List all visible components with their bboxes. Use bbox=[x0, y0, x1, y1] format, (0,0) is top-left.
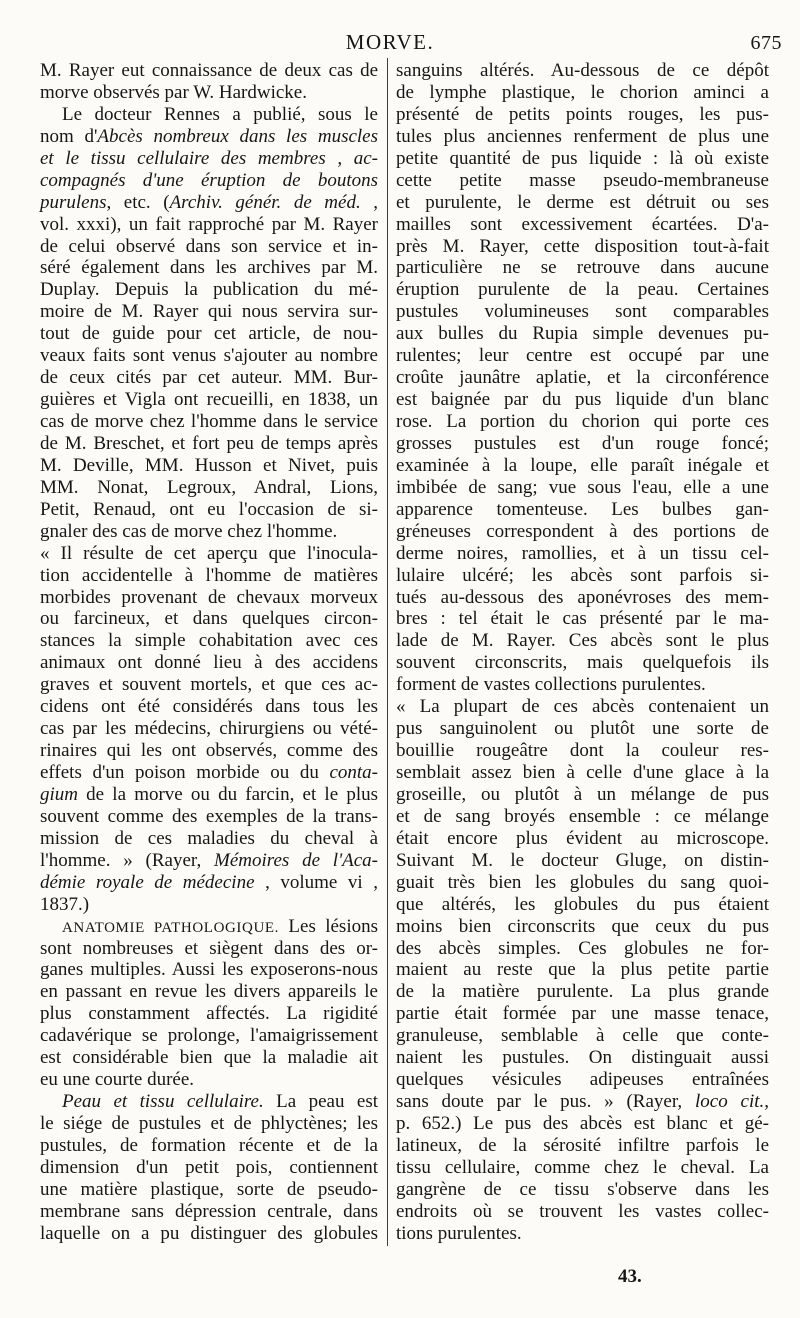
text-line bbox=[396, 1157, 769, 1179]
left-column bbox=[40, 60, 378, 1245]
text-line bbox=[40, 1047, 378, 1069]
text-segment: ganes multiples. Aussi les exposerons-nous bbox=[40, 959, 378, 981]
text-line bbox=[396, 236, 769, 258]
text-segment: particulière ne se retrouve dans aucune bbox=[396, 257, 769, 279]
text-line bbox=[40, 630, 378, 652]
text-line bbox=[40, 981, 378, 1003]
text-line bbox=[40, 938, 378, 960]
text-line bbox=[40, 477, 378, 499]
text-line bbox=[40, 82, 378, 104]
text-segment: moire de M. Rayer qui nous servira sur- bbox=[40, 301, 378, 323]
text-line bbox=[396, 323, 769, 345]
text-segment: moins bien circonscrits que ceux du pus bbox=[396, 915, 769, 937]
text-segment: semblait assez bien à celle d'une glace à la bbox=[396, 762, 769, 783]
text-segment: de ceux cités par cet auteur. MM. Bur- bbox=[40, 367, 378, 389]
text-segment: souvent comme des exemples de la trans- bbox=[40, 805, 378, 827]
text-segment: veaux faits sont venus s'ajouter au nombre bbox=[40, 345, 378, 367]
text-segment: latineux, de la sérosité infiltre parfois le bbox=[396, 1134, 769, 1156]
text-segment: Les lésions bbox=[279, 915, 378, 937]
text-segment: effets d'un poison morbide ou du bbox=[40, 762, 330, 783]
text-line bbox=[396, 1069, 769, 1091]
text-line bbox=[40, 433, 378, 455]
text-segment: présenté de petits points rouges, les pus- bbox=[396, 103, 769, 125]
text-segment: rose. La portion du chorion qui porte ces bbox=[396, 411, 769, 432]
text-segment: bres : tel était le cas présenté par le ma- bbox=[396, 608, 769, 630]
text-segment: M. Deville, MM. Husson et Nivet, puis bbox=[40, 454, 378, 476]
text-segment: de la matière purulente. La plus grande bbox=[396, 981, 769, 1003]
text-segment: morbides provenant de chevaux morveux bbox=[40, 586, 378, 608]
text-segment: est considérable bien que la maladie ait bbox=[40, 1047, 378, 1069]
text-segment: croûte jaunâtre aplatie, et la circonférence bbox=[396, 367, 769, 389]
text-segment: que altérés, les globules du pus étaient bbox=[396, 893, 769, 915]
text-segment: , volume vi , bbox=[254, 871, 378, 893]
text-line bbox=[40, 1135, 378, 1157]
text-segment: cette petite masse pseudo-membraneuse bbox=[396, 169, 769, 191]
text-line bbox=[396, 938, 769, 960]
text-segment: et de sang broyés ensemble : ce mélange bbox=[396, 805, 769, 827]
text-line bbox=[396, 718, 769, 740]
text-segment: morve observés par W. Hardwicke. bbox=[40, 81, 307, 103]
text-line bbox=[396, 652, 769, 674]
text-line bbox=[40, 718, 378, 740]
italic-text: Peau et tissu cellulaire. bbox=[62, 1091, 264, 1113]
text-segment: , etc. ( bbox=[106, 191, 170, 213]
text-line bbox=[396, 806, 769, 828]
text-segment: cas de morve chez l'homme dans le service bbox=[40, 411, 378, 432]
text-line bbox=[396, 499, 769, 521]
text-line bbox=[396, 301, 769, 323]
italic-text: purulens bbox=[40, 191, 107, 213]
text-line bbox=[396, 521, 769, 543]
text-line bbox=[396, 543, 769, 565]
text-line bbox=[396, 740, 769, 762]
text-segment: éruption purulente de la peau. Certaines bbox=[396, 279, 769, 301]
text-segment: de lymphe plastique, le chorion aminci a bbox=[396, 81, 769, 103]
text-line bbox=[40, 1025, 378, 1047]
text-segment: naient les pustules. On distinguait aussi bbox=[396, 1047, 769, 1069]
text-line bbox=[40, 214, 378, 236]
text-line bbox=[40, 1201, 378, 1223]
text-segment: tions purulentes. bbox=[396, 1222, 522, 1244]
text-line bbox=[396, 433, 769, 455]
text-segment: rulentes; leur centre est occupé par une bbox=[396, 345, 769, 367]
italic-text: conta- bbox=[329, 762, 378, 783]
text-line bbox=[40, 126, 378, 148]
right-column bbox=[396, 60, 769, 1245]
text-line bbox=[396, 630, 769, 652]
text-line bbox=[396, 126, 769, 148]
text-segment: gréneuses correspondent à des portions de bbox=[396, 520, 769, 542]
signature-mark: 43. bbox=[618, 1266, 642, 1287]
text-segment: laquelle on a pu distinguer des globules bbox=[40, 1222, 378, 1244]
text-segment: cas par les médecins, chirurgiens ou vété- bbox=[40, 718, 378, 740]
text-line bbox=[396, 389, 769, 411]
text-line bbox=[396, 828, 769, 850]
text-segment: , bbox=[764, 1091, 770, 1113]
italic-text: et le tissu cellulaire des membres , ac- bbox=[40, 147, 378, 169]
text-line bbox=[40, 652, 378, 674]
text-segment: pus sanguinolent ou plutôt une sorte de bbox=[396, 718, 769, 740]
text-line bbox=[40, 1069, 378, 1091]
text-segment: eu une courte durée. bbox=[40, 1069, 195, 1091]
text-line bbox=[396, 1201, 769, 1223]
text-line bbox=[40, 740, 378, 762]
text-line bbox=[40, 345, 378, 367]
text-line bbox=[396, 60, 769, 82]
text-line bbox=[40, 148, 378, 170]
text-line bbox=[40, 301, 378, 323]
text-segment: et purulente, le derme est détruit ou ses bbox=[396, 191, 769, 213]
text-segment: ou farcineux, et dans quelques circon- bbox=[40, 608, 378, 630]
text-line bbox=[396, 872, 769, 894]
text-line bbox=[40, 411, 378, 433]
text-line bbox=[396, 455, 769, 477]
italic-text: démie royale de médecine bbox=[40, 871, 255, 893]
text-segment: est baignée par du pus liquide d'un blanc bbox=[396, 389, 769, 411]
text-segment: de M. Breschet, et fort peu de temps après bbox=[40, 432, 378, 454]
text-segment: plus constamment affectés. La rigidité bbox=[40, 1003, 378, 1025]
text-line bbox=[396, 367, 769, 389]
text-segment: quelques vésicules adipeuses entraînées bbox=[396, 1069, 769, 1091]
page-number: 675 bbox=[750, 32, 782, 54]
text-segment: tion accidentelle à l'homme de matières bbox=[40, 564, 378, 586]
text-segment: , bbox=[360, 191, 378, 213]
text-line bbox=[396, 170, 769, 192]
text-line bbox=[40, 1113, 378, 1135]
text-segment: partie était formée par une masse tenace, bbox=[396, 1003, 769, 1025]
text-line bbox=[396, 674, 769, 696]
text-segment: sans doute par le pus. » (Rayer, bbox=[396, 1091, 695, 1113]
text-line bbox=[396, 1091, 769, 1113]
text-segment: Duplay. Depuis la publication du mé- bbox=[40, 279, 378, 301]
text-segment: cadavérique se prolonge, l'amaigrissement bbox=[40, 1025, 378, 1047]
text-segment: l'homme. » (Rayer, bbox=[40, 849, 214, 871]
text-line bbox=[40, 499, 378, 521]
text-line bbox=[396, 1135, 769, 1157]
text-segment: séré également dans les archives par M. bbox=[40, 257, 378, 279]
text-segment: forment de vastes collections purulentes. bbox=[396, 674, 706, 696]
text-line bbox=[40, 455, 378, 477]
column-divider bbox=[387, 58, 388, 1246]
text-line bbox=[40, 367, 378, 389]
text-segment: tués au-dessous des aponévroses des mem- bbox=[396, 586, 769, 608]
text-line bbox=[40, 279, 378, 301]
text-line bbox=[396, 104, 769, 126]
text-line bbox=[396, 1047, 769, 1069]
text-line bbox=[396, 587, 769, 609]
italic-text: Mémoires de l'Aca- bbox=[214, 849, 378, 871]
text-segment: pustules, de formation récente et de la bbox=[40, 1134, 378, 1156]
text-segment: Petit, Renaud, ont eu l'occasion de si- bbox=[40, 498, 378, 520]
text-line bbox=[40, 192, 378, 214]
text-segment: apparence tomenteuse. Les bulbes gan- bbox=[396, 498, 769, 520]
text-segment: stances la simple cohabitation avec ces bbox=[40, 630, 378, 652]
text-line bbox=[396, 1179, 769, 1201]
text-line bbox=[40, 1091, 378, 1113]
text-segment: petite quantité de pus liquide : là où existe bbox=[396, 147, 769, 169]
text-segment: endroits où se trouvent les vastes collec- bbox=[396, 1200, 769, 1222]
text-segment: guait très bien les globules du sang quoi- bbox=[396, 871, 769, 893]
text-segment: granuleuse, semblable à celle que conte- bbox=[396, 1025, 769, 1047]
text-line bbox=[396, 148, 769, 170]
text-line bbox=[396, 1223, 769, 1245]
text-line bbox=[40, 959, 378, 981]
text-line bbox=[40, 784, 378, 806]
text-line bbox=[40, 1223, 378, 1245]
text-line bbox=[396, 1113, 769, 1135]
text-line bbox=[40, 389, 378, 411]
text-line bbox=[40, 170, 378, 192]
text-segment: sanguins altérés. Au-dessous de ce dépôt bbox=[396, 60, 769, 81]
text-line bbox=[40, 608, 378, 630]
text-line bbox=[396, 850, 769, 872]
text-segment: examinée à la loupe, elle paraît inégale et bbox=[396, 454, 769, 476]
text-segment: le siége de pustules et de phlyctènes; les bbox=[40, 1113, 378, 1134]
text-line bbox=[40, 521, 378, 543]
text-line bbox=[40, 257, 378, 279]
text-segment: de la morve ou du farcin, et le plus bbox=[78, 783, 378, 805]
text-segment: tout de guide pour cet article, de nou- bbox=[40, 323, 378, 345]
text-line bbox=[40, 1179, 378, 1201]
text-line bbox=[40, 850, 378, 872]
text-segment: gnaler des cas de morve chez l'homme. bbox=[40, 520, 338, 542]
text-line bbox=[396, 192, 769, 214]
text-line bbox=[396, 279, 769, 301]
text-segment: gangrène de ce tissu s'observe dans les bbox=[396, 1178, 769, 1200]
text-segment: lade de M. Rayer. Ces abcès sont le plus bbox=[396, 630, 769, 652]
text-segment: lulaire ulcéré; les abcès sont parfois si- bbox=[396, 564, 769, 586]
text-segment: des abcès simples. Ces globules ne for- bbox=[396, 937, 769, 959]
text-segment: une matière plastique, sorte de pseudo- bbox=[40, 1178, 378, 1200]
italic-text: Abcès nombreux dans les muscles bbox=[97, 125, 379, 147]
italic-text: loco cit. bbox=[694, 1091, 765, 1113]
text-segment: Suivant M. le docteur Gluge, on distin- bbox=[396, 849, 769, 871]
text-segment: dimension d'un petit pois, contiennent bbox=[40, 1156, 378, 1178]
text-segment: tissu cellulaire, comme chez le cheval. La bbox=[396, 1156, 769, 1178]
text-line bbox=[40, 828, 378, 850]
text-line bbox=[396, 411, 769, 433]
text-segment: souvent circonscrits, mais quelquefois ils bbox=[396, 652, 769, 674]
text-line bbox=[40, 104, 378, 126]
text-segment: vol. xxxi), un fait rapproché par M. Rayer bbox=[40, 213, 378, 235]
text-line bbox=[40, 60, 378, 82]
text-line bbox=[40, 674, 378, 696]
small-caps-heading: ANATOMIE PATHOLOGIQUE. bbox=[62, 919, 280, 936]
text-line bbox=[396, 477, 769, 499]
text-line bbox=[40, 916, 378, 938]
text-line bbox=[396, 82, 769, 104]
text-segment: mailles sont excessivement écartées. D'a- bbox=[396, 213, 769, 235]
page-title: MORVE. bbox=[345, 30, 435, 54]
text-line bbox=[40, 565, 378, 587]
text-segment: guières et Vigla ont recueilli, en 1838, un bbox=[40, 389, 378, 411]
text-segment: près M. Rayer, cette disposition tout-à-fait bbox=[396, 235, 769, 257]
text-line bbox=[396, 565, 769, 587]
text-line bbox=[396, 981, 769, 1003]
text-segment: « Il résulte de cet aperçu que l'inocula- bbox=[40, 542, 378, 564]
italic-text: Archiv. génér. de méd. bbox=[169, 191, 361, 213]
text-line bbox=[396, 894, 769, 916]
text-segment: aux bulles du Rupia simple devenues pu- bbox=[396, 323, 769, 345]
text-line bbox=[396, 1025, 769, 1047]
text-segment: groseille, ou plutôt à un mélange de pus bbox=[396, 783, 769, 805]
text-segment: imbibée de sang; vue sous l'eau, elle a une bbox=[396, 476, 769, 498]
text-line bbox=[40, 236, 378, 258]
text-line bbox=[40, 543, 378, 565]
text-segment: grosses pustules est d'un rouge foncé; bbox=[396, 432, 769, 454]
text-segment: en passant en revue les divers appareils le bbox=[40, 981, 378, 1003]
text-segment: « La plupart de ces abcès contenaient un bbox=[396, 696, 769, 718]
text-line bbox=[40, 762, 378, 784]
text-line bbox=[40, 323, 378, 345]
text-segment: membrane sans dépression centrale, dans bbox=[40, 1200, 378, 1222]
text-segment: rinaires qui les ont observés, comme des bbox=[40, 740, 378, 762]
text-segment: M. Rayer eut connaissance de deux cas de bbox=[40, 60, 378, 81]
text-segment: bouillie rougeâtre dont la couleur res- bbox=[396, 740, 769, 762]
text-line bbox=[396, 762, 769, 784]
text-segment: sont nombreuses et siègent dans des or- bbox=[40, 937, 378, 959]
text-line bbox=[396, 959, 769, 981]
text-segment: pustules volumineuses sont comparables bbox=[396, 301, 769, 323]
text-segment: tules plus anciennes renferment de plus une bbox=[396, 125, 769, 147]
text-line bbox=[396, 345, 769, 367]
text-line bbox=[396, 696, 769, 718]
text-line bbox=[40, 872, 378, 894]
text-segment: de celui observé dans son service et in- bbox=[40, 235, 378, 257]
text-segment: La peau est bbox=[263, 1091, 378, 1113]
text-line bbox=[396, 1003, 769, 1025]
text-line bbox=[396, 784, 769, 806]
text-line bbox=[40, 1157, 378, 1179]
italic-text: gium bbox=[40, 783, 78, 805]
text-line bbox=[396, 916, 769, 938]
text-segment: maient au reste que la plus petite partie bbox=[396, 959, 769, 981]
text-segment: derme noires, ramollies, et à un tissu cel- bbox=[396, 542, 769, 564]
text-line bbox=[40, 894, 378, 916]
text-line bbox=[40, 1003, 378, 1025]
text-line bbox=[40, 696, 378, 718]
text-segment: nom d' bbox=[40, 125, 98, 147]
text-segment: animaux ont donné lieu à des accidens bbox=[40, 652, 378, 674]
text-segment: graves et souvent mortels, et que ces ac- bbox=[40, 674, 378, 696]
text-segment: 1837.) bbox=[40, 893, 90, 915]
text-segment: p. 652.) Le pus des abcès est blanc et gé- bbox=[396, 1113, 769, 1134]
text-line bbox=[396, 608, 769, 630]
text-segment: mission de ces maladies du cheval à bbox=[40, 827, 378, 849]
text-line bbox=[396, 257, 769, 279]
text-segment: cidens ont été considérés dans tous les bbox=[40, 696, 378, 718]
text-line bbox=[40, 806, 378, 828]
text-segment: Le docteur Rennes a publié, sous le bbox=[62, 103, 378, 125]
text-line bbox=[396, 214, 769, 236]
text-segment: MM. Nonat, Legroux, Andral, Lions, bbox=[40, 476, 378, 498]
text-segment: était encore plus évident au microscope. bbox=[396, 827, 769, 849]
italic-text: compagnés d'une éruption de boutons bbox=[40, 169, 378, 191]
text-line bbox=[40, 587, 378, 609]
